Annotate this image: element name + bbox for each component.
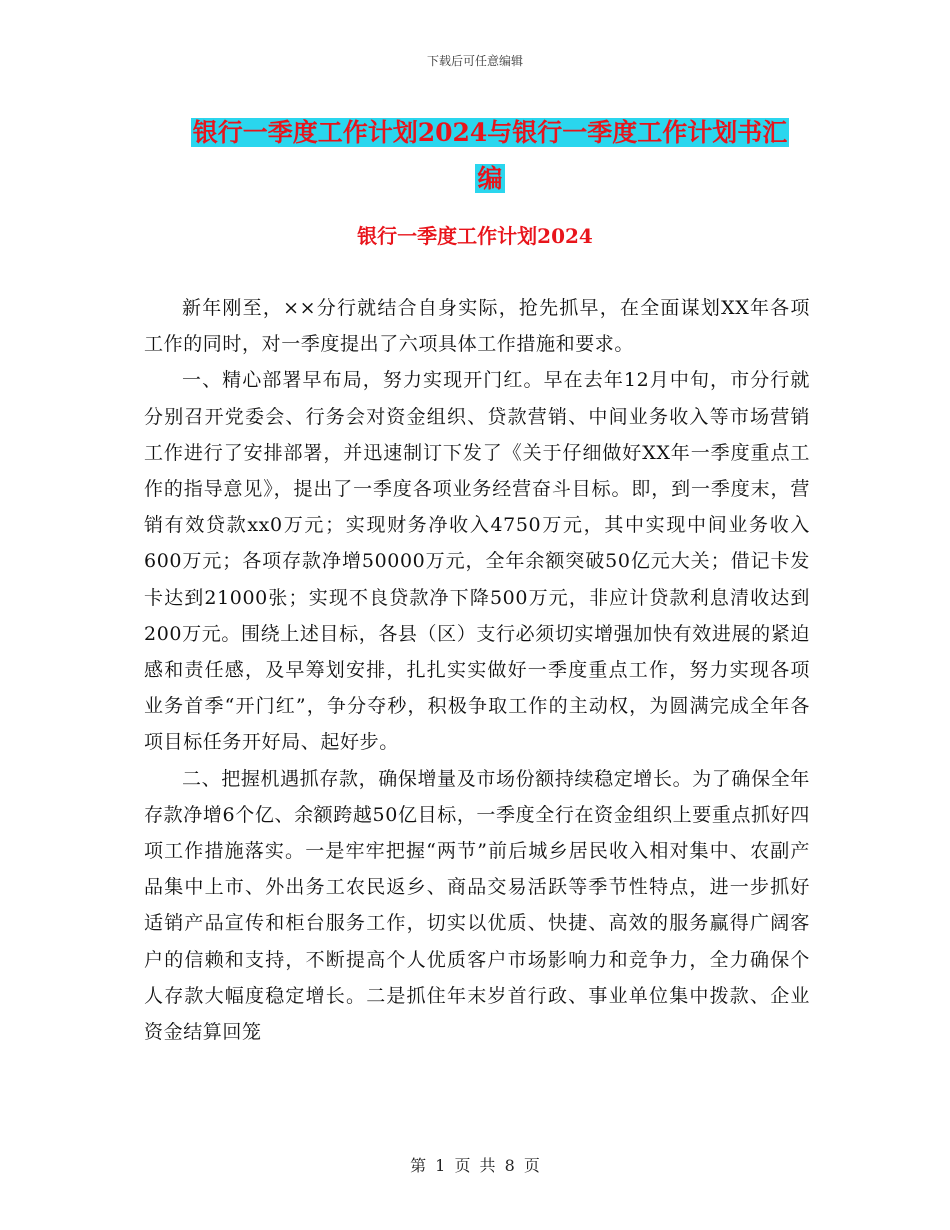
document-title-line2: 编 [477,164,503,193]
document-title-line1: 银行一季度工作计划2024与银行一季度工作计划书汇 [192,118,788,147]
section-title: 银行一季度工作计划2024 [357,224,593,248]
page-footer: 第 1 页 共 8 页 [410,1156,540,1175]
paragraph: 二、把握机遇抓存款，确保增量及市场份额持续稳定增长。为了确保全年存款净增6个亿、余额跨越50亿目标，一季度全行在资金组织上要重点抓好四项工作措施落实。一是牢牢把握“两节”前后城乡居民收入相对集中、农副产品集中上市、外出务工农民返乡、商品交易活跃等季节性特点，进一步抓好适销产品宣传和柜台服务工作，切实以优质、快捷、高效的服务赢得广阔客户的信赖和支持，不断提高个人优质客户市场影响力和竞争力，全力确保个人存款大幅度稳定增长。二是抓住年末岁首行政、事业单位集中拨款、企业资金结算回笼 [144,767,810,1044]
paragraph: 一、精心部署早布局，努力实现开门红。早在去年12月中旬，市分行就分别召开党委会、行务会对资金组织、贷款营销、中间业务收入等市场营销工作进行了安排部署，并迅速制订下发了《关于仔细做好XX年一季度重点工作的指导意见》，提出了一季度各项业务经营奋斗目标。即，到一季度末，营销有效贷款xx0万元；实现财务净收入4750万元，其中实现中间业务收入600万元；各项存款净增50000万元，全年余额突破50亿元大关；借记卡发卡达到21000张；实现不良贷款净下降500万元，非应计贷款利息清收达到200万元。围绕上述目标，各县（区）支行必须切实增强加快有效进展的紧迫感和责任感，及早筹划安排，扎扎实实做好一季度重点工作，努力实现各项业务首季“开门红”，争分夺秒，积极争取工作的主动权，为圆满完成全年各项目标任务开好局、起好步。 [144,369,810,754]
document-body [144,290,810,1050]
document-title [160,110,820,202]
paragraph: 新年刚至，××分行就结合自身实际，抢先抓早，在全面谋划XX年各项工作的同时，对一季度提出了六项具体工作措施和要求。 [144,297,810,356]
page-header-note: 下载后可任意编辑 [426,54,523,68]
